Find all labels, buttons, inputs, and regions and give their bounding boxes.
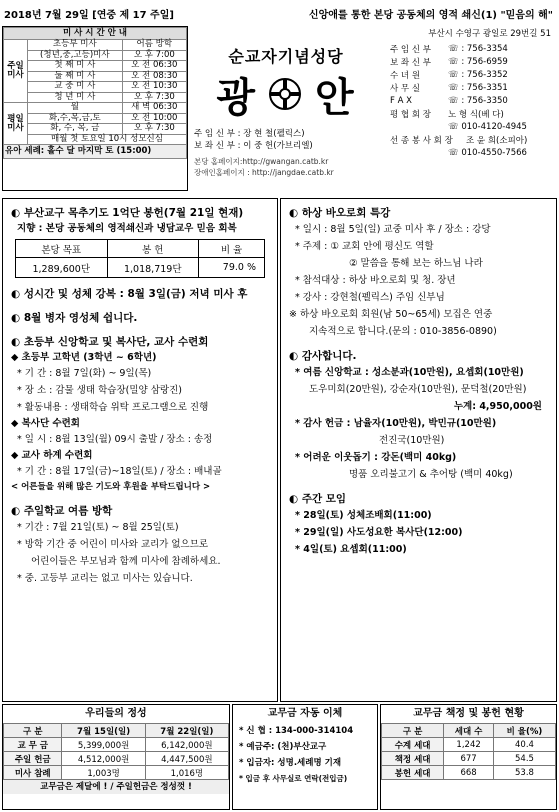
sick-communion-title: ◐ 8월 병자 영성체 쉽니다. — [11, 312, 138, 324]
list-item: * 참석대상 : 하상 바오로회 및 청. 장년 — [295, 275, 456, 286]
mass-row-time: 어름 방학 — [122, 40, 186, 51]
holy-hour-title: ◐ 성시간 및 성체 강복 : 8월 3일(금) 저녁 미사 후 — [11, 288, 248, 300]
summer-break-title: ◐ 주일학교 여름 방학 — [11, 505, 113, 517]
contact-value: ☏ 010-4550-7566 — [448, 147, 527, 158]
auto-transfer-title: 교무금 자동 이체 — [267, 708, 343, 719]
mass-row-label: 화, 수, 목, 금 — [28, 124, 123, 135]
depositor-note: * 입금자: 성명.세례명 기재 — [239, 758, 342, 768]
list-item: * 방학 기간 중 어린이 미사와 교리가 없으므로 — [17, 539, 209, 550]
summer-school-title: ◐ 초등부 신앙학교 및 복사단, 교사 수련회 — [11, 336, 209, 348]
teacher-retreat-heading: ◆ 교사 하계 수련회 — [11, 450, 93, 461]
contact-label: 보 좌 신 부 — [390, 57, 431, 68]
mass-row-label: 화,수,목,금,토 — [28, 113, 123, 124]
list-item: * 기 간 : 8월 17일(금)~18일(토) / 장소 : 배내골 — [17, 466, 222, 477]
church-logo-text: 순교자기념성당 — [228, 47, 344, 66]
table-cell: 주일 헌금 — [4, 752, 62, 766]
contact-row — [386, 94, 557, 107]
contact-label: 평 협 회 장 — [390, 109, 431, 120]
weekday-label: 평일 미사 — [4, 103, 28, 145]
thanks-title: ◐ 감사합니다. — [289, 350, 357, 362]
table-cell: 1,003명 — [62, 766, 145, 780]
contact-value: ☏ : 756-3350 — [448, 95, 508, 106]
contact-value: ☏ : 756-3352 — [448, 69, 508, 80]
web-links — [194, 156, 334, 178]
list-item: * 활동내용 : 생태학습 위탁 프로그램으로 진행 — [17, 402, 209, 413]
mass-row-label: 교 중 미 사 — [28, 82, 123, 93]
table-cell: 1,289,600단 — [16, 258, 108, 278]
list-item: * 일 시 : 8월 13일(월) 09시 출발 / 장소 : 송정 — [17, 434, 213, 445]
contact-row — [386, 81, 557, 94]
upper-grade-heading: ◆ 초등부 고학년 (3학년 ~ 6학년) — [11, 352, 157, 363]
mass-row-label: 월 — [28, 103, 123, 114]
contact-value: ☏ : 756-6959 — [448, 56, 508, 67]
prayer-request-note: < 어른들을 위해 많은 기도와 후원을 부탁드립니다 > — [11, 482, 211, 492]
dues-status-box — [380, 704, 557, 810]
list-item: 명품 오리불고기 & 추어탕 (백미 40kg) — [349, 469, 513, 480]
table-cell: 6,142,000원 — [145, 738, 228, 752]
table-cell: 54.5 — [493, 752, 555, 766]
mass-row-label: 초등부 미사 — [28, 40, 123, 51]
table-cell: 668 — [444, 766, 494, 780]
auto-transfer-box — [232, 704, 378, 810]
rosary-intention: 지향 : 본당 공동체의 영적쇄신과 냉담교우 믿음 회복 — [17, 223, 237, 234]
table-header: 본당 목표 — [16, 240, 108, 258]
mass-title: 미 사 시 간 안 내 — [4, 28, 187, 40]
mass-row-time: 오 후 7:30 — [122, 92, 186, 103]
contact-label: 사 무 실 — [390, 83, 421, 94]
weekly-meetings-title: ◐ 주간 모임 — [289, 493, 347, 505]
mass-row-time: 오 후 7:00 — [122, 50, 186, 61]
table-cell: 수계 세대 — [382, 738, 444, 752]
contact-label: 선 종 봉 사 회 장 — [390, 135, 453, 146]
mass-row-label: (청년,중,고등)미사 — [28, 50, 123, 61]
table-cell: 책정 세대 — [382, 752, 444, 766]
contact-row — [386, 68, 557, 81]
contact-value: 노 형 식(베 다) — [448, 109, 504, 120]
offerings-table — [3, 723, 229, 780]
contact-label: 주 임 신 부 — [390, 44, 431, 55]
table-header: 구 분 — [382, 724, 444, 738]
sunday-label: 주일 미사 — [4, 40, 28, 103]
contact-row — [386, 133, 557, 146]
contact-value: ☏ 010-4120-4945 — [448, 121, 527, 132]
list-item: * 기 간 : 8월 7일(화) ~ 9일(목) — [17, 368, 152, 379]
table-header: 7월 22일(일) — [145, 724, 228, 738]
table-cell: 4,447,500원 — [145, 752, 228, 766]
masthead — [190, 26, 383, 191]
table-cell: 봉헌 세대 — [382, 766, 444, 780]
lecture-title: ◐ 하상 바오로회 특강 — [289, 207, 391, 219]
mass-row-time: 오 후 7:30 — [122, 124, 186, 135]
table-cell: 1,018,719단 — [107, 258, 199, 278]
parish-address: 부산시 수영구 광일로 29번길 51 — [428, 29, 551, 39]
list-item: * 4일(토) 요셉회(11:00) — [295, 544, 407, 555]
contact-row — [386, 146, 557, 159]
contact-label: F A X — [390, 95, 412, 106]
disabled-homepage-link[interactable]: 장애인홈페이지 : http://jangdae.catb.kr — [194, 168, 334, 177]
mass-row-label: 첫 째 미 사 — [28, 61, 123, 72]
right-column — [280, 198, 557, 702]
list-item: * 어려운 이웃돕기 : 강돈(백미 40kg) — [295, 452, 457, 463]
contact-value: ☏ : 756-3351 — [448, 82, 508, 93]
list-item: * 장 소 : 감물 생태 학습장(밀양 삼랑진) — [17, 385, 182, 396]
infant-baptism: 유아 세례: 홀수 달 마지막 토 (15:00) — [4, 145, 187, 159]
mass-row-time: 오 전 10:00 — [122, 113, 186, 124]
list-item: * 여름 신앙학교 : 성소분과(10만원), 요셉회(10만원) — [295, 367, 524, 378]
contact-value: 조 윤 희(소피아) — [466, 135, 528, 146]
title-char-1: 광 — [216, 73, 255, 121]
list-item: 전진국(10만원) — [379, 435, 445, 446]
bank-account: * 신 협 : 134-000-314104 — [239, 726, 354, 736]
table-header: 비 율(%) — [493, 724, 555, 738]
rosary-table — [15, 239, 265, 278]
mass-row-label: 둘 째 미 사 — [28, 71, 123, 82]
list-item: * 주제 : ① 교회 안에 평신도 역할 — [295, 241, 434, 252]
table-cell: 미사 참례 — [4, 766, 62, 780]
mass-row-time: 새 벽 06:30 — [122, 103, 186, 114]
clergy-list — [194, 128, 380, 152]
table-header: 봉 헌 — [107, 240, 199, 258]
contact-row — [386, 42, 557, 55]
table-cell: 5,399,000원 — [62, 738, 145, 752]
dues-status-title: 교무금 책정 및 봉헌 현황 — [413, 708, 524, 719]
mass-schedule — [2, 26, 188, 191]
assistant-pastor: 보 좌 신 부 : 이 중 헌(가브리엘) — [194, 141, 313, 151]
dues-table — [381, 723, 556, 780]
list-item: * 감사 헌금 : 남율자(10만원), 박민규(10만원) — [295, 418, 497, 429]
table-cell: 1,016명 — [145, 766, 228, 780]
donation-total: 누계: 4,950,000원 — [453, 401, 542, 412]
list-item: * 일시 : 8월 5일(일) 교중 미사 후 / 장소 : 강당 — [295, 224, 491, 235]
table-header: 세대 수 — [444, 724, 494, 738]
mass-row-time: 오 전 08:30 — [122, 71, 186, 82]
account-holder: * 예금주: (천)부산교구 — [239, 742, 327, 752]
mass-table — [3, 27, 187, 159]
contact-info — [386, 26, 557, 191]
table-header: 비 율 — [199, 240, 265, 258]
contact-row — [386, 55, 557, 68]
table-cell: 1,242 — [444, 738, 494, 752]
contact-row — [386, 120, 557, 133]
table-cell: 40.4 — [493, 738, 555, 752]
list-item: * 강사 : 강현철(펠릭스) 주임 신부님 — [295, 292, 445, 303]
list-item: * 기간 : 7월 21일(토) ~ 8월 25일(토) — [17, 522, 179, 533]
list-item: * 28일(토) 성체조배회(11:00) — [295, 510, 432, 521]
cross-emblem-icon — [267, 76, 303, 112]
list-item: 도우미회(20만원), 강순자(10만원), 문덕철(20만원) — [309, 384, 527, 395]
issue-date: 2018년 7월 29일 [연중 제 17 주일] — [4, 9, 174, 21]
table-cell: 4,512,000원 — [62, 752, 145, 766]
list-item: * 중. 고등부 교리는 없고 미사는 있습니다. — [17, 573, 193, 584]
list-item: * 29일(일) 사도성요한 복사단(12:00) — [295, 527, 463, 538]
contact-label: 수 녀 원 — [390, 70, 421, 81]
table-header: 구 분 — [4, 724, 62, 738]
table-cell: 교 무 금 — [4, 738, 62, 752]
list-item: ※ 하상 바오로회 회원(남 50~65세) 모집은 연중 — [289, 309, 493, 320]
list-item: ② 말씀을 통해 보는 하느님 나라 — [349, 258, 483, 269]
contact-row — [386, 107, 557, 120]
pastor: 주 임 신 부 : 장 현 철(펠릭스) — [194, 129, 305, 139]
left-column — [2, 198, 278, 702]
list-item: 어린이들은 부모님과 함께 미사에 참례하세요. — [31, 556, 221, 567]
table-cell: 79.0 % — [199, 258, 265, 278]
rosary-section-title: ◐ 부산교구 목추기도 1억단 봉헌(7월 21일 현재) — [11, 207, 244, 219]
offerings-footer: 교무금은 제달에 ! / 주일헌금은 정성껏 ! — [3, 780, 229, 794]
mass-row-time: 오 전 06:30 — [122, 61, 186, 72]
mass-row-label: 청 년 미 사 — [28, 92, 123, 103]
list-item: 지속적으로 합니다.(문의 : 010-3856-0890) — [309, 326, 497, 337]
altar-server-heading: ◆ 복사단 수련회 — [11, 418, 80, 429]
header-bar — [0, 0, 559, 26]
offerings-title: 우리들의 정성 — [85, 708, 147, 719]
contact-value: ☏ : 756-3354 — [448, 43, 508, 54]
table-header: 7월 15일(일) — [62, 724, 145, 738]
title-char-2: 안 — [315, 73, 354, 121]
table-cell: 53.8 — [493, 766, 555, 780]
offerings-box — [2, 704, 230, 810]
weekday-note: 매월 첫 토요일 10시 성모신심 — [28, 134, 187, 145]
homepage-link[interactable]: 본당 홈페이지:http://gwangan.catb.kr — [194, 157, 329, 166]
mass-row-time: 오 전 10:30 — [122, 82, 186, 93]
table-cell: 677 — [444, 752, 494, 766]
contact-note: * 입금 후 사무실로 연락(전입금) — [239, 774, 348, 783]
parish-motto: 신앙애를 통한 본당 공동체의 영적 쇄신(1) "믿음의 해" — [308, 9, 553, 21]
bulletin-title — [190, 66, 380, 122]
